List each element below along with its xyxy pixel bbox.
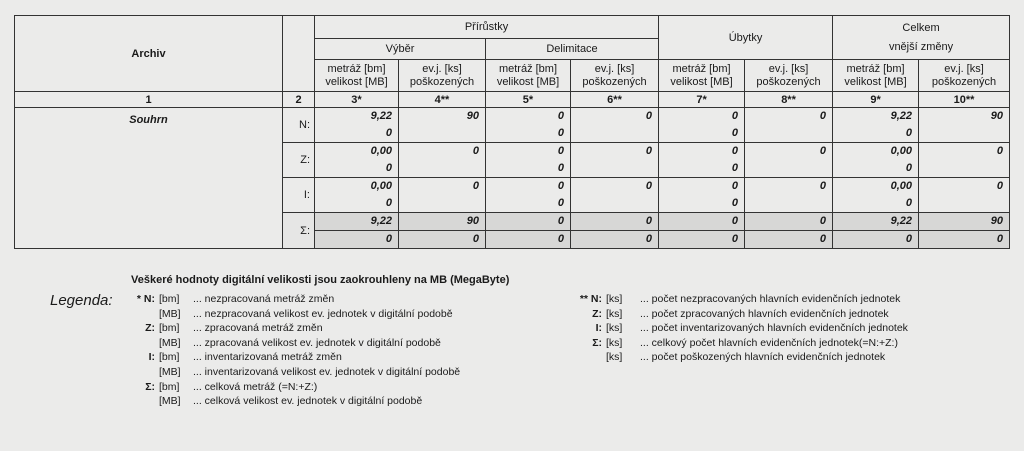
value-bottom: 0 — [731, 162, 739, 174]
value-top: 9,22 — [890, 215, 913, 227]
value-bottom: 0 — [385, 127, 392, 139]
celkem-line2: vnější změny — [888, 40, 954, 53]
value-cell — [571, 143, 659, 178]
value-top: 90 — [466, 215, 479, 227]
unit-header: ev.j. [ks] poškozených — [399, 60, 486, 92]
unit-header: metráž [bm] velikost [MB] — [486, 60, 571, 92]
value-top: 0 — [557, 145, 564, 157]
value-top: 0 — [996, 145, 1004, 157]
col-number: 7* — [659, 92, 745, 108]
legend-sym: Z: — [145, 322, 155, 335]
value-bottom: 0 — [905, 197, 913, 209]
value-bottom: 0 — [745, 230, 832, 248]
legend-item — [115, 350, 460, 365]
unit-header: ev.j. [ks] poškozených — [919, 60, 1010, 92]
value-bottom — [571, 195, 652, 212]
col-number: 8** — [745, 92, 833, 108]
legend-note: Veškeré hodnoty digitální velikosti jsou zaokrouhleny na MB (MegaByte) — [131, 274, 510, 286]
row-label: I: — [283, 178, 315, 213]
value-top: 0 — [645, 180, 653, 192]
col-number: 4** — [399, 92, 486, 108]
col-number: 10** — [919, 92, 1010, 108]
legend-unit: [MB] — [159, 365, 181, 378]
legend-text: ... nezpracovaná velikost ev. jednotek v digitální podobě — [193, 307, 453, 320]
value-top: 9,22 — [370, 110, 392, 122]
value-bottom: 0 — [399, 230, 485, 248]
col-number: 5* — [486, 92, 571, 108]
legend-left — [115, 292, 460, 409]
value-cell — [486, 178, 571, 213]
ubytky-header: Úbytky — [659, 16, 833, 60]
value-top: 0 — [996, 180, 1004, 192]
legend-item — [556, 292, 908, 307]
legend-unit: [bm] — [159, 322, 180, 335]
value-cell — [659, 213, 745, 249]
value-bottom: 0 — [833, 230, 918, 248]
archiv-header: Archiv — [15, 16, 283, 92]
value-bottom: 0 — [905, 127, 913, 139]
row-label: Σ: — [283, 213, 315, 249]
value-bottom — [745, 160, 826, 177]
celkem-header — [833, 16, 1010, 60]
value-top: 0 — [645, 110, 653, 122]
value-top: 0 — [819, 180, 827, 192]
legend-label: Legenda: — [50, 292, 113, 309]
legend-item — [556, 321, 908, 336]
legend-unit: [ks] — [606, 307, 623, 320]
unit-header: ev.j. [ks] poškozených — [745, 60, 833, 92]
value-cell — [571, 108, 659, 143]
value-top: 0 — [557, 180, 564, 192]
value-bottom: 0 — [557, 197, 564, 209]
legend-sym: Σ: — [145, 380, 155, 393]
unit-header: ev.j. [ks] poškozených — [571, 60, 659, 92]
summary-table-wrapper — [14, 15, 1009, 263]
value-cell — [659, 178, 745, 213]
value-top: 0 — [645, 145, 653, 157]
legend-text: ... inventarizovaná velikost ev. jednotek v digitální podobě — [193, 365, 461, 378]
legend-item — [556, 336, 908, 351]
legend-text: ... počet nezpracovaných hlavních evidenčních jednotek — [640, 293, 901, 305]
celkem-line1: Celkem — [902, 21, 940, 34]
value-bottom — [745, 125, 826, 142]
value-cell — [745, 178, 833, 213]
legend-text: ... celkový počet hlavních evidenčních jednotek(=N:+Z:) — [640, 336, 898, 349]
delimitace-header: Delimitace — [486, 39, 659, 60]
legend-sym — [115, 365, 155, 380]
value-cell — [745, 213, 833, 249]
value-bottom — [571, 160, 652, 177]
legend-unit: [ks] — [606, 293, 623, 305]
legend-sym — [115, 394, 155, 409]
row-label: Z: — [283, 143, 315, 178]
legend-unit: [bm] — [159, 351, 180, 364]
value-bottom — [919, 125, 1003, 142]
legend-unit: [MB] — [159, 336, 181, 349]
value-top: 0 — [731, 180, 739, 192]
summary-table — [14, 15, 1010, 249]
value-cell — [745, 143, 833, 178]
legend-unit: [MB] — [159, 395, 181, 408]
label-col-header — [283, 16, 315, 92]
value-top: 0,00 — [890, 145, 913, 157]
souhrn-label: Souhrn — [15, 108, 283, 249]
value-bottom: 0 — [571, 230, 658, 248]
value-cell — [833, 213, 919, 249]
value-top: 0 — [472, 145, 479, 157]
value-top: 90 — [990, 110, 1004, 122]
value-top: 0 — [819, 145, 827, 157]
value-cell — [571, 178, 659, 213]
legend-sym — [115, 307, 155, 322]
value-top: 0 — [731, 215, 739, 227]
value-cell — [833, 108, 919, 143]
value-top: 90 — [990, 215, 1004, 227]
legend-unit: [ks] — [606, 336, 623, 349]
column-number-row — [15, 92, 1010, 108]
legend-sym: Σ: — [592, 336, 602, 349]
legend-item — [115, 394, 460, 409]
vyber-header: Výběr — [315, 39, 486, 60]
col-number: 2 — [283, 92, 315, 108]
prirustky-header: Přírůstky — [315, 16, 659, 39]
value-cell — [919, 178, 1010, 213]
legend-unit: [bm] — [159, 293, 180, 305]
legend-unit: [bm] — [159, 380, 180, 393]
value-top: 0,00 — [370, 180, 392, 192]
value-cell — [399, 178, 486, 213]
value-bottom: 0 — [557, 127, 564, 139]
value-cell — [919, 213, 1010, 249]
value-cell — [659, 143, 745, 178]
legend-item — [115, 292, 460, 307]
value-top: 0 — [557, 110, 564, 122]
value-top: 0,00 — [890, 180, 913, 192]
legend-unit: [ks] — [606, 351, 623, 364]
legend-text: ... celková metráž (=N:+Z:) — [193, 380, 318, 393]
value-top: 0,00 — [370, 145, 392, 157]
value-top: 0 — [731, 145, 739, 157]
row-label: N: — [283, 108, 315, 143]
legend-item — [556, 307, 908, 322]
value-top: 0 — [819, 110, 827, 122]
value-bottom: 0 — [919, 230, 1009, 248]
legend-unit: [MB] — [159, 307, 181, 320]
legend-item — [115, 336, 460, 351]
legend-sym: I: — [148, 351, 155, 364]
value-top: 0 — [645, 215, 653, 227]
value-cell — [745, 108, 833, 143]
value-bottom: 0 — [731, 197, 739, 209]
value-cell — [486, 213, 571, 249]
value-cell — [919, 108, 1010, 143]
value-cell — [315, 143, 399, 178]
legend-item — [556, 350, 908, 365]
value-top: 0 — [472, 180, 479, 192]
value-bottom: 0 — [731, 127, 739, 139]
value-bottom — [571, 125, 652, 142]
legend-sym: Z: — [592, 307, 602, 320]
value-cell — [399, 108, 486, 143]
value-bottom — [919, 160, 1003, 177]
value-bottom — [919, 195, 1003, 212]
value-top: 0 — [557, 215, 564, 227]
col-number: 6** — [571, 92, 659, 108]
legend-right — [556, 292, 908, 365]
legend-text: ... inventarizovaná metráž změn — [193, 351, 342, 364]
legend-text: ... počet poškozených hlavních evidenčních jednotek — [640, 351, 886, 364]
value-bottom — [745, 195, 826, 212]
legend-item — [115, 307, 460, 322]
legend-text: ... nezpracovaná metráž změn — [193, 293, 335, 305]
value-top: 9,22 — [890, 110, 913, 122]
value-top: 9,22 — [370, 215, 392, 227]
value-cell — [571, 213, 659, 249]
col-number: 1 — [15, 92, 283, 108]
value-cell — [399, 143, 486, 178]
unit-header: metráž [bm] velikost [MB] — [659, 60, 745, 92]
value-bottom: 0 — [385, 197, 392, 209]
legend-text: ... zpracovaná metráž změn — [193, 322, 323, 335]
unit-header: metráž [bm] velikost [MB] — [833, 60, 919, 92]
value-bottom — [399, 160, 479, 177]
unit-header: metráž [bm] velikost [MB] — [315, 60, 399, 92]
value-top: 90 — [466, 110, 479, 122]
legend-text: ... počet zpracovaných hlavních evidenčních jednotek — [640, 307, 889, 320]
legend-sym — [115, 336, 155, 351]
value-cell — [315, 178, 399, 213]
value-bottom: 0 — [486, 230, 570, 248]
value-bottom: 0 — [557, 162, 564, 174]
value-cell — [833, 178, 919, 213]
data-row — [15, 108, 1010, 143]
value-top: 0 — [819, 215, 827, 227]
value-top: 0 — [731, 110, 739, 122]
col-number: 9* — [833, 92, 919, 108]
value-cell — [919, 143, 1010, 178]
value-cell — [659, 108, 745, 143]
legend-unit: [ks] — [606, 322, 623, 335]
value-cell — [486, 143, 571, 178]
legend-sym: I: — [595, 322, 602, 335]
value-cell — [833, 143, 919, 178]
legend-sym: ** N: — [579, 293, 602, 305]
legend-text: ... celková velikost ev. jednotek v digitální podobě — [193, 395, 423, 408]
legend-text: ... počet inventarizovaných hlavních evidenčních jednotek — [640, 322, 908, 335]
value-bottom — [399, 195, 479, 212]
value-bottom — [399, 125, 479, 142]
legend-item — [115, 380, 460, 395]
value-bottom: 0 — [315, 230, 398, 248]
legend-text: ... zpracovaná velikost ev. jednotek v digitální podobě — [193, 336, 441, 349]
value-bottom: 0 — [905, 162, 913, 174]
value-bottom: 0 — [385, 162, 392, 174]
value-cell — [486, 108, 571, 143]
legend-sym: * N: — [136, 293, 155, 305]
value-cell — [315, 213, 399, 249]
value-cell — [399, 213, 486, 249]
col-number: 3* — [315, 92, 399, 108]
value-cell — [315, 108, 399, 143]
legend-item — [115, 321, 460, 336]
value-bottom: 0 — [659, 230, 744, 248]
legend-sym — [556, 350, 602, 365]
legend-item — [115, 365, 460, 380]
